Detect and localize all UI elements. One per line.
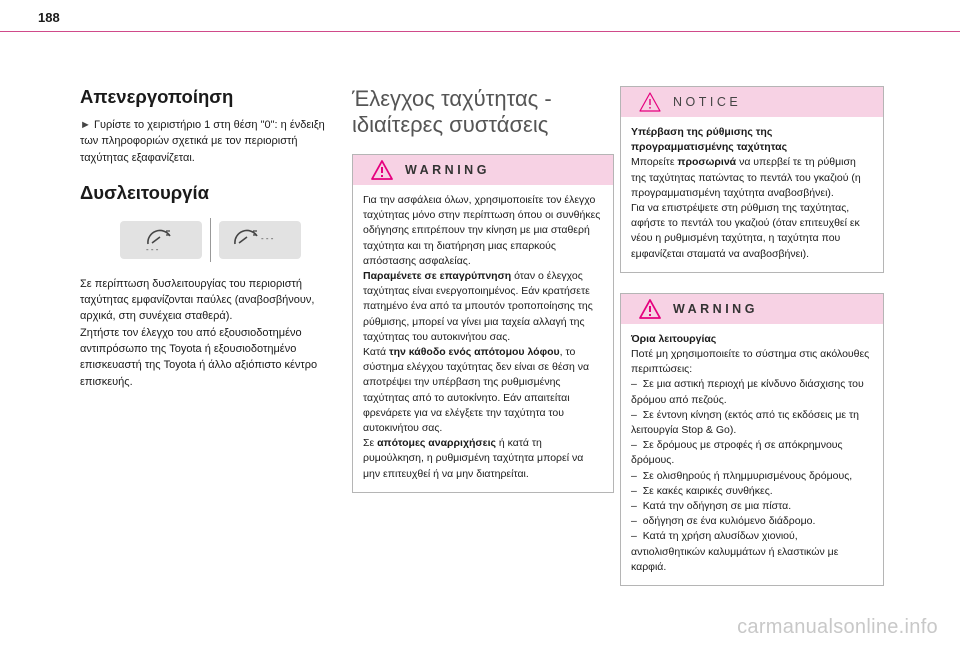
warning-box [352, 154, 614, 493]
notice-bold-heading: Υπέρβαση της ρύθμισης της προγραμματισμένης ταχύτητας [631, 126, 788, 154]
malfunction-title: Δυσλειτουργία [80, 181, 209, 203]
list-item-text: οδήγηση σε ένα κυλιόμενο διάδρομο. [642, 515, 816, 528]
arrow-bullet-icon: ► [80, 119, 94, 131]
list-item-text: Κατά την οδήγηση σε μια πίστα. [642, 500, 792, 513]
deactivation-paragraph [80, 117, 342, 166]
warning-triangle-icon [639, 299, 661, 319]
list-item: – Σε κακές καιρικές συνθήκες. [631, 484, 773, 497]
list-item: – Σε ολισθηρούς ή πλημμυρισμένους δρόμους, [631, 469, 853, 482]
deactivation-title: Απενεργοποίηση [80, 86, 234, 107]
warning-paragraph-4 [363, 436, 603, 482]
left-column [80, 86, 342, 390]
divider [210, 218, 211, 262]
notice-temporary-bold: προσωρινά [677, 156, 737, 169]
list-item: – Κατά την οδήγηση σε μια πίστα. [631, 500, 792, 513]
list-item: – Σε έντονη κίνηση (εκτός από τις εκδόσεις με τη λειτουργία Stop & Go). [631, 408, 859, 437]
page-number: 188 [38, 10, 60, 25]
limits-list [631, 377, 873, 575]
limits-warning-box [620, 293, 884, 586]
right-column [620, 86, 884, 586]
speed-limiter-display-illustrations [120, 218, 342, 262]
warning-header [353, 155, 613, 185]
malfunction-paragraph-1: Σε περίπτωση δυσλειτουργίας του περιοριστή ταχύτητας εμφανίζονται παύλες (αναβοσβήνουν, αρχικά, στη συνέχεια σταθερά). [80, 277, 315, 323]
limits-heading: Όρια λειτουργίας [631, 332, 717, 345]
notice-paragraph-2: Για να επιστρέψετε στη ρύθμιση της ταχύτητας, αφήστε το πεντάλ του γκαζιού (όταν επιτευχθεί εκ νέου η ρυθμισμένη ταχύτητα, η ταχύτητα που εμφανίζεται σταματά να αναβοσβήνει). [631, 202, 860, 260]
notice-body [621, 117, 883, 272]
limits-warning-header [621, 294, 883, 324]
warning-body [353, 185, 613, 492]
list-item-text: Σε ολισθηρούς ή πλημμυρισμένους δρόμους, [642, 469, 853, 482]
notice-paragraph-1 [631, 155, 873, 201]
limits-intro: Ποτέ μη χρησιμοποιείτε το σύστημα στις ακόλουθες περιπτώσεις: [631, 348, 870, 376]
climb-text: ή κατά τη ρυμούλκηση, η ρυθμισμένη ταχύτητα μπορεί να μην επιτευχθεί ή να μην διατηρείται. [363, 437, 584, 480]
list-item-text: Σε μια αστική περιοχή με κίνδυνο διάσχισης του δρόμου από πεζούς. [631, 378, 864, 406]
list-item: – Σε μια αστική περιοχή με κίνδυνο διάσχισης του δρόμου από πεζούς. [631, 378, 864, 406]
list-item-text: Σε κακές καιρικές συνθήκες. [642, 484, 773, 497]
descent-bold: την κάθοδο ενός απότομου λόφου [388, 346, 560, 359]
alert-text: όταν ο έλεγχος ταχύτητας είναι ενεργοποιημένος. Εάν κρατήσετε πατημένο ένα από τα μπουτόν τροποποίησης της ρύθμισης, μπορεί να γίνει μια ταχεία αλλαγή της ταχύτητας του αυτοκινήτου σας. [363, 270, 593, 343]
limits-warning-label: WARNING [673, 301, 758, 316]
warning-triangle-icon [371, 160, 393, 180]
warning-paragraph-2 [363, 269, 603, 345]
list-item: – οδήγηση σε ένα κυλιόμενο διάδρομο. [631, 515, 816, 528]
climb-pre: Σε [363, 437, 375, 450]
display-panel-2 [219, 221, 301, 259]
middle-column [352, 86, 614, 493]
notice-text: να υπερβεί τε τη ρύθμιση της ταχύτητας πατώντας το πεντάλ του γκαζιού (η προγραμματισμένη ταχύτητα αναβοσβήνει). [631, 156, 861, 199]
list-item-text: Σε έντονη κίνηση (εκτός από τις εκδόσεις με τη λειτουργία Stop & Go). [631, 408, 859, 437]
list-item-text: Σε δρόμους με στροφές ή σε απόκρημνους δρόμους. [631, 439, 843, 467]
warning-paragraph-3 [363, 345, 603, 436]
alert-bold: Παραμένετε σε επαγρύπνηση [363, 270, 512, 283]
notice-pre: Μπορείτε [631, 156, 675, 169]
watermark: carmanualsonline.info [737, 616, 938, 638]
warning-paragraph-1: Για την ασφάλεια όλων, χρησιμοποιείτε τον έλεγχο ταχύτητας μόνο στην περίπτωση όπου οι συνθήκες οδήγησης επιτρέπουν την κίνηση με μια σταθερή ταχύτητα και τη διατήρηση μιας επαρκούς απόστασης ασφαλείας. [363, 194, 601, 267]
top-rule [0, 31, 960, 32]
notice-label: NOTICE [673, 95, 742, 109]
display-panel-1 [120, 221, 202, 259]
malfunction-paragraph-2: Ζητήστε τον έλεγχο του από εξουσιοδοτημένο αντιπρόσωπο της Toyota ή εξουσιοδοτημένο επισκευαστή της Toyota ή άλλο αξιόπιστο κέντρο επισκευής. [80, 326, 318, 388]
limits-warning-body [621, 324, 883, 585]
notice-header [621, 87, 883, 117]
climb-bold: απότομες αναρριχήσεις [377, 437, 496, 450]
speedometer-limiter-icon [140, 226, 182, 254]
deactivation-text: Γυρίστε το χειριστήριο 1 στη θέση "0": η ένδειξη των πληροφοριών σχετικά με τον περιοριστή ταχύτητας εξαφανίζεται. [80, 119, 325, 164]
section-title-line2: ιδιαίτερες συστάσεις [352, 112, 549, 137]
speedometer-limiter-dashes-icon [229, 226, 291, 254]
dashes-text: - - - [146, 244, 159, 254]
warning-label: WARNING [405, 163, 490, 177]
notice-triangle-icon [639, 92, 661, 112]
list-item-text: Κατά τη χρήση αλυσίδων χιονιού, αντιολισθητικών καλυμμάτων ή ελαστικών με καρφιά. [631, 530, 839, 573]
list-item: – Σε δρόμους με στροφές ή σε απόκρημνους δρόμους. [631, 439, 843, 467]
descent-text: , το σύστημα ελέγχου ταχύτητας δεν είναι σε θέση να αποτρέψει την υπέρβαση της ρυθμισμένης ταχύτητας από το αυτοκίνητο. Εάν απαιτείται φρενάρετε για να ελέγξετε την ταχύτητα του αυτοκινήτου σας. [363, 346, 590, 435]
section-title-line1: Έλεγχος ταχύτητας - [352, 86, 552, 111]
notice-box [620, 86, 884, 273]
list-item: – Κατά τη χρήση αλυσίδων χιονιού, αντιολισθητικών καλυμμάτων ή ελαστικών με καρφιά. [631, 530, 839, 573]
dashes-text-2: - - - [261, 233, 274, 243]
descent-pre: Κατά [363, 346, 387, 359]
